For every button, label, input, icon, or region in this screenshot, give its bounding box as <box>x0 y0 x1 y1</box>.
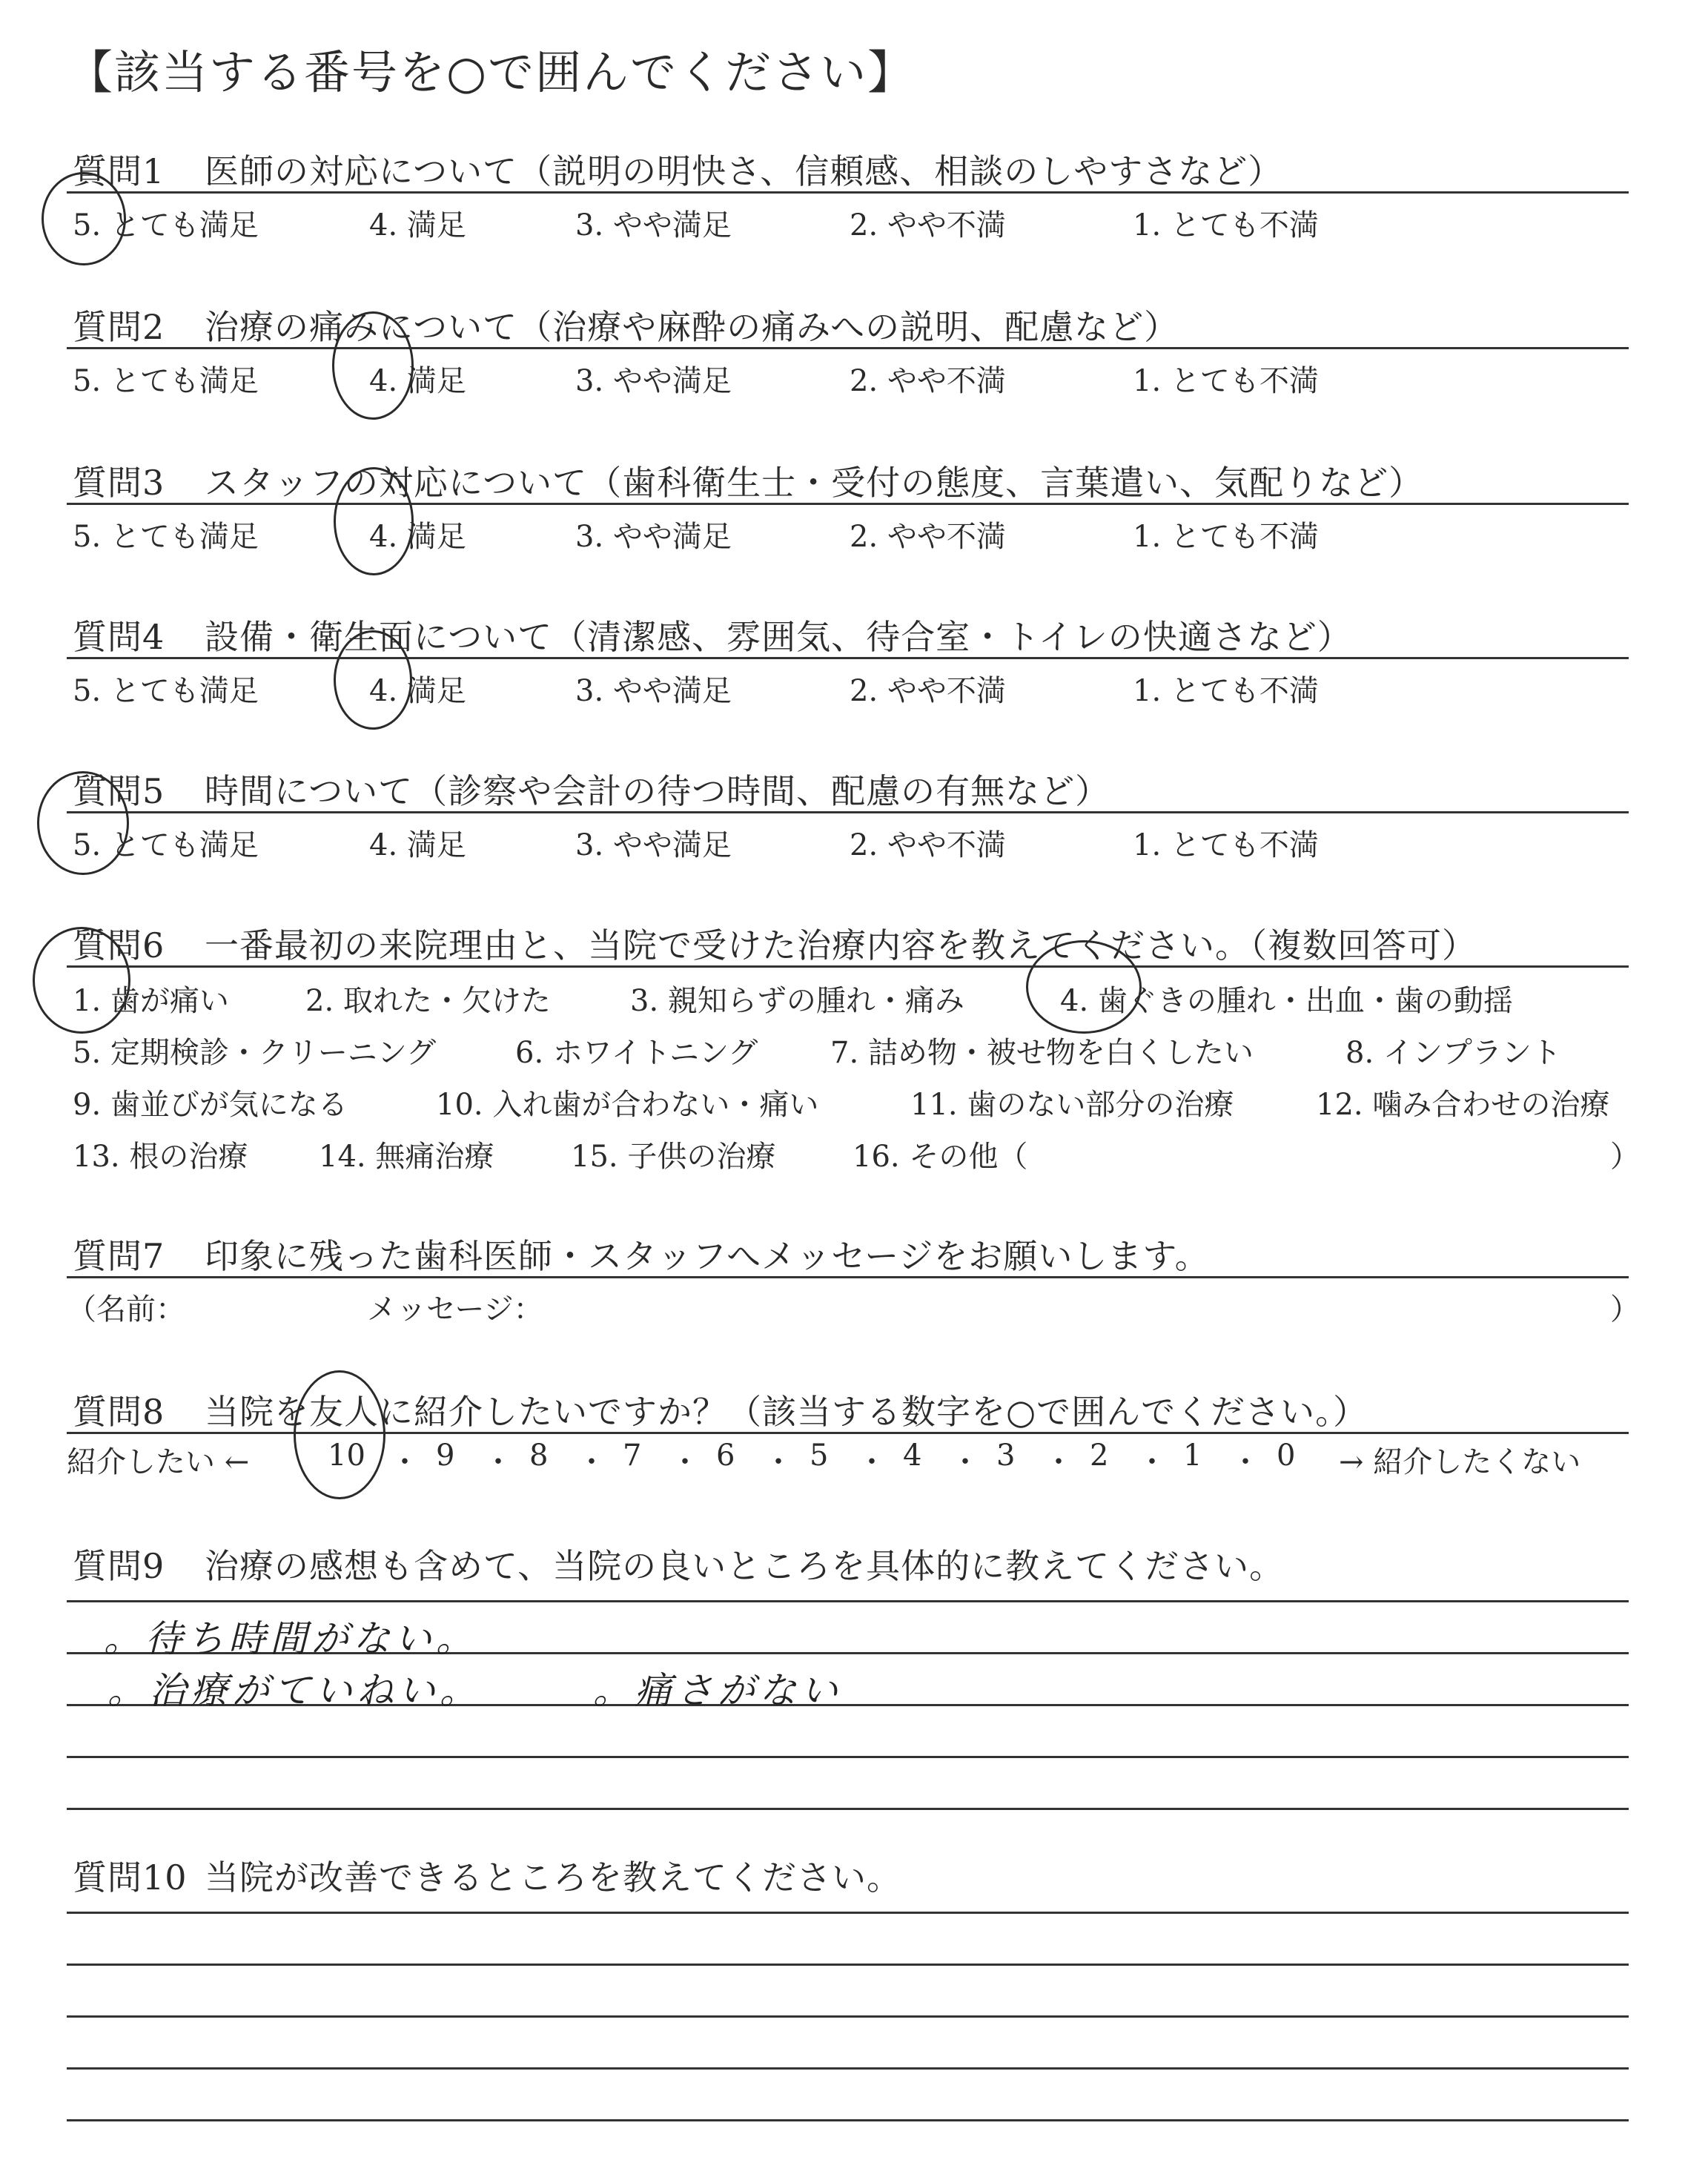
question-number: 質問3 <box>73 463 165 503</box>
q6-option-8[interactable]: 8. インプラント <box>1345 1036 1561 1070</box>
scale-dot: ・ <box>577 1445 606 1479</box>
selection-circle <box>332 311 414 420</box>
scale-value-7[interactable]: 7 <box>623 1439 642 1473</box>
answer-line <box>67 1964 1629 1966</box>
answer-line <box>67 1808 1629 1810</box>
scale-value-0[interactable]: 0 <box>1277 1439 1296 1473</box>
scale-value-6[interactable]: 6 <box>716 1439 735 1473</box>
question-number: 質問7 <box>73 1236 165 1276</box>
question-2 <box>73 300 1179 349</box>
question-1 <box>73 145 1282 194</box>
close-paren: ） <box>1610 1140 1640 1174</box>
option-1[interactable]: 1. とても不満 <box>1133 674 1319 708</box>
option-4[interactable]: 4. 満足 <box>369 208 466 242</box>
answer-line <box>67 2015 1629 2018</box>
option-1[interactable]: 1. とても不満 <box>1133 520 1319 554</box>
scale-dot: ・ <box>857 1445 887 1479</box>
scale-value-3[interactable]: 3 <box>996 1439 1016 1473</box>
scale-dot: ・ <box>1231 1445 1260 1479</box>
question-number: 質問1 <box>73 151 165 191</box>
scale-dot: ・ <box>390 1445 420 1479</box>
option-5[interactable]: 5. とても満足 <box>73 520 259 554</box>
option-3[interactable]: 3. やや満足 <box>575 520 732 554</box>
question-number: 質問5 <box>73 771 165 811</box>
scale-value-5[interactable]: 5 <box>810 1439 829 1473</box>
scale-value-2[interactable]: 2 <box>1090 1439 1109 1473</box>
selection-circle <box>37 771 129 875</box>
q6-option-13[interactable]: 13. 根の治療 <box>73 1140 248 1174</box>
scale-value-1[interactable]: 1 <box>1183 1439 1202 1473</box>
question-4 <box>73 610 1352 659</box>
option-4[interactable]: 4. 満足 <box>369 828 466 862</box>
q6-option-11[interactable]: 11. 歯のない部分の治療 <box>910 1088 1234 1122</box>
q6-option-5[interactable]: 5. 定期検診・クリーニング <box>73 1036 437 1070</box>
message-label: メッセージ： <box>367 1292 543 1327</box>
answer-rule <box>67 347 1629 349</box>
handwritten-answer: 。痛さがない <box>593 1669 842 1712</box>
answer-rule <box>67 965 1629 968</box>
option-5[interactable]: 5. とても満足 <box>73 674 259 708</box>
option-1[interactable]: 1. とても不満 <box>1133 364 1319 398</box>
scale-left-label: 紹介したい ← <box>67 1445 250 1479</box>
selection-circle <box>334 467 414 575</box>
answer-rule <box>67 1276 1629 1278</box>
answer-rule <box>67 811 1629 813</box>
answer-line <box>67 1600 1629 1602</box>
selection-circle <box>33 927 130 1034</box>
option-3[interactable]: 3. やや満足 <box>575 674 732 708</box>
question-9 <box>73 1539 1284 1588</box>
q6-option-15[interactable]: 15. 子供の治療 <box>571 1140 776 1174</box>
q6-option-3[interactable]: 3. 親知らずの腫れ・痛み <box>630 984 964 1018</box>
question-text: 設備・衛生面について（清潔感、雰囲気、待合室・トイレの快適さなど） <box>205 617 1352 657</box>
question-number: 質問10 <box>73 1857 188 1898</box>
question-text: スタッフの対応について（歯科衛生士・受付の態度、言葉遣い、気配りなど） <box>205 463 1424 503</box>
question-number: 質問9 <box>73 1546 165 1586</box>
question-number: 質問4 <box>73 617 165 657</box>
question-number: 質問6 <box>73 925 165 965</box>
option-2[interactable]: 2. やや不満 <box>850 828 1006 862</box>
selection-circle <box>334 630 412 730</box>
option-3[interactable]: 3. やや満足 <box>575 208 732 242</box>
option-2[interactable]: 2. やや不満 <box>850 520 1006 554</box>
q6-option-14[interactable]: 14. 無痛治療 <box>319 1140 494 1174</box>
question-7 <box>73 1229 1210 1278</box>
selection-circle <box>294 1370 385 1499</box>
answer-line <box>67 2067 1629 2070</box>
scale-dot: ・ <box>950 1445 980 1479</box>
scale-right-label: → 紹介したくない <box>1339 1445 1581 1479</box>
answer-line <box>67 2119 1629 2121</box>
option-5[interactable]: 5. とても満足 <box>73 208 259 242</box>
q6-option-4[interactable]: 4. 歯ぐきの腫れ・出血・歯の動揺 <box>1060 984 1513 1018</box>
question-text: 治療の痛みについて（治療や麻酔の痛みへの説明、配慮など） <box>205 307 1179 347</box>
option-2[interactable]: 2. やや不満 <box>850 208 1006 242</box>
option-5[interactable]: 5. とても満足 <box>73 364 259 398</box>
option-1[interactable]: 1. とても不満 <box>1133 208 1319 242</box>
question-number: 質問8 <box>73 1392 165 1432</box>
question-text: 当院が改善できるところを教えてください。 <box>205 1857 901 1898</box>
question-text: 時間について（診察や会計の待つ時間、配慮の有無など） <box>205 771 1110 811</box>
handwritten-answer: 。待ち時間がない。 <box>104 1617 477 1660</box>
q6-option-9[interactable]: 9. 歯並びが気になる <box>73 1088 348 1122</box>
scale-dot: ・ <box>764 1445 793 1479</box>
question-number: 質問2 <box>73 307 165 347</box>
question-text: 当院を友人に紹介したいですか？（該当する数字を○で囲んでください。） <box>205 1392 1368 1432</box>
option-4[interactable]: 4. 満足 <box>369 364 466 398</box>
option-5[interactable]: 5. とても満足 <box>73 828 259 862</box>
answer-line <box>67 1756 1629 1758</box>
question-6 <box>73 919 1477 968</box>
option-3[interactable]: 3. やや満足 <box>575 828 732 862</box>
option-2[interactable]: 2. やや不満 <box>850 674 1006 708</box>
q6-option-2[interactable]: 2. 取れた・欠けた <box>305 984 551 1018</box>
question-3 <box>73 456 1423 505</box>
selection-circle <box>1026 940 1142 1034</box>
q6-option-6[interactable]: 6. ホワイトニング <box>515 1036 758 1070</box>
question-text: 一番最初の来院理由と、当院で受けた治療内容を教えてください。（複数回答可） <box>205 925 1477 965</box>
question-text: 医師の対応について（説明の明快さ、信頼感、相談のしやすさなど） <box>205 151 1283 191</box>
name-label: （名前： <box>67 1292 185 1327</box>
answer-rule <box>67 191 1629 194</box>
scale-dot: ・ <box>1137 1445 1167 1479</box>
answer-rule <box>67 503 1629 505</box>
question-10 <box>73 1851 901 1900</box>
selection-circle <box>42 172 126 265</box>
q6-option-12[interactable]: 12. 噛み合わせの治療 <box>1316 1088 1610 1122</box>
option-3[interactable]: 3. やや満足 <box>575 364 732 398</box>
q6-option-16[interactable]: 16. その他（ <box>853 1140 1028 1174</box>
option-2[interactable]: 2. やや不満 <box>850 364 1006 398</box>
close-paren: ） <box>1610 1292 1640 1327</box>
handwritten-answer: 。治療がていねい。 <box>107 1669 481 1712</box>
question-text: 治療の感想も含めて、当院の良いところを具体的に教えてください。 <box>205 1546 1285 1586</box>
scale-value-9[interactable]: 9 <box>436 1439 455 1473</box>
scale-dot: ・ <box>670 1445 700 1479</box>
scale-value-8[interactable]: 8 <box>529 1439 549 1473</box>
option-4[interactable]: 4. 満足 <box>369 674 466 708</box>
q6-option-10[interactable]: 10. 入れ歯が合わない・痛い <box>436 1088 819 1122</box>
option-4[interactable]: 4. 満足 <box>369 520 466 554</box>
q6-option-1[interactable]: 1. 歯が痛い <box>73 984 229 1018</box>
answer-line <box>67 1912 1629 1914</box>
q6-option-7[interactable]: 7. 詰め物・被せ物を白くしたい <box>830 1036 1254 1070</box>
scale-value-10[interactable]: 10 <box>328 1439 365 1473</box>
answer-rule <box>67 657 1629 659</box>
question-5 <box>73 764 1110 813</box>
form-title: 【該当する番号を○で囲んでください】 <box>67 45 916 99</box>
scale-dot: ・ <box>483 1445 513 1479</box>
question-text: 印象に残った歯科医師・スタッフへメッセージをお願いします。 <box>205 1236 1210 1276</box>
scale-dot: ・ <box>1044 1445 1073 1479</box>
option-1[interactable]: 1. とても不満 <box>1133 828 1319 862</box>
scale-value-4[interactable]: 4 <box>903 1439 922 1473</box>
question-8 <box>73 1385 1368 1434</box>
